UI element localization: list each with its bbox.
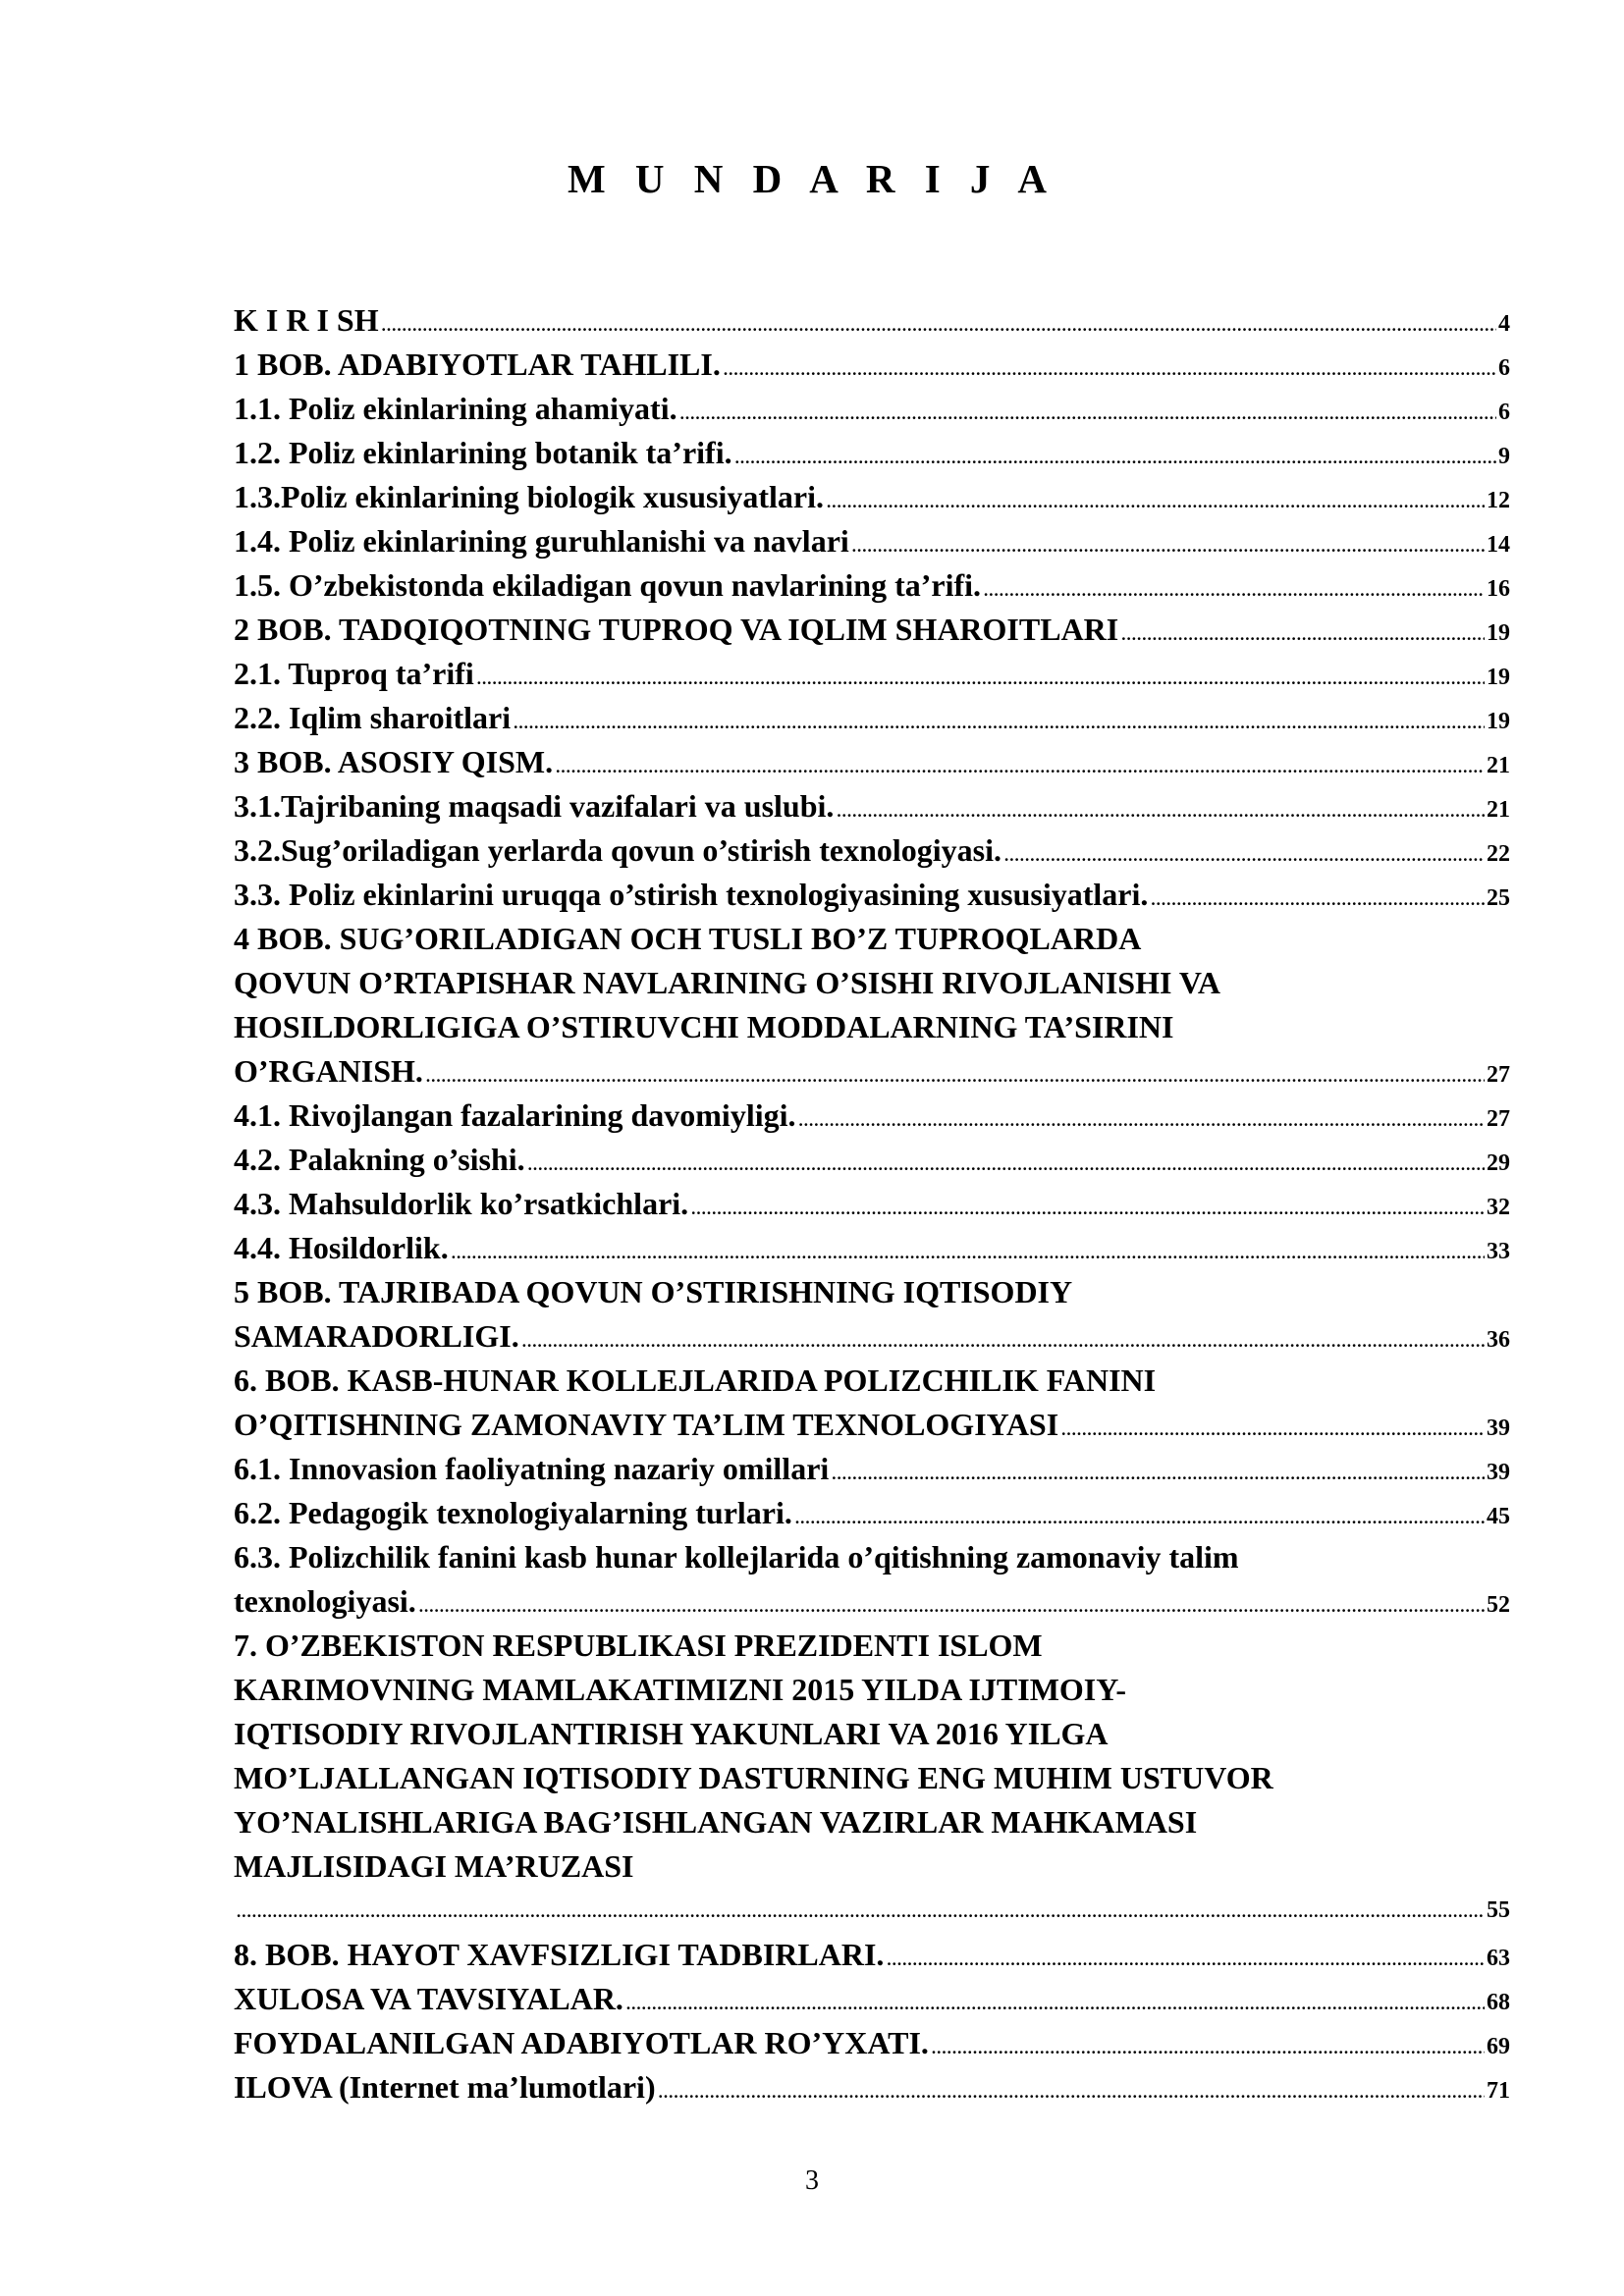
- toc-entry[interactable]: [234, 873, 1510, 917]
- toc-entry-title: ILOVA (Internet ma’lumotlari): [234, 2069, 656, 2105]
- toc-entry-row: [234, 784, 1510, 828]
- toc-entry-row: [234, 1447, 1510, 1491]
- toc-dot-leader: [691, 1187, 1485, 1231]
- toc-entry-page: 6: [1498, 400, 1510, 425]
- toc-entry[interactable]: [234, 917, 1510, 1094]
- toc-entry-page: 71: [1487, 2078, 1510, 2104]
- toc-entry-title: 4.3. Mahsuldorlik ko’rsatkichlari.: [234, 1186, 689, 1221]
- toc-entry-page: 19: [1487, 665, 1510, 690]
- toc-entry-title: 2 BOB. TADQIQOTNING TUPROQ VA IQLIM SHAROITLARI: [234, 612, 1119, 647]
- toc-entry-row: [234, 519, 1510, 563]
- toc-entry-title: 3.1.Tajribaning maqsadi vazifalari va uslubi.: [234, 788, 835, 824]
- toc-entry-page: 9: [1498, 444, 1510, 469]
- toc-entry[interactable]: [234, 2021, 1510, 2065]
- toc-entry-title: 2.2. Iqlim sharoitlari: [234, 700, 512, 735]
- toc-entry[interactable]: [234, 1270, 1510, 1359]
- table-of-contents: [234, 298, 1510, 2109]
- toc-entry-page: 19: [1487, 709, 1510, 734]
- toc-entry[interactable]: [234, 1094, 1510, 1138]
- toc-entry-title: 6.1. Innovasion faoliyatning nazariy omillari: [234, 1451, 830, 1486]
- toc-entry-page: 39: [1487, 1460, 1510, 1485]
- toc-dot-leader: [887, 1938, 1485, 1982]
- toc-dot-leader: [837, 789, 1485, 833]
- toc-entry[interactable]: [234, 298, 1510, 343]
- page-title: M U N D A R I J A: [567, 156, 1057, 201]
- toc-entry[interactable]: [234, 1977, 1510, 2021]
- toc-entry-row: [234, 387, 1510, 431]
- toc-entry-page: 27: [1487, 1062, 1510, 1088]
- toc-entry-heading-line: IQTISODIY RIVOJLANTIRISH YAKUNLARI VA 2016 YILGA: [234, 1716, 1109, 1751]
- toc-entry-row: [234, 1182, 1510, 1226]
- toc-entry-page: 4: [1498, 311, 1510, 337]
- toc-dot-leader: [419, 1584, 1485, 1629]
- toc-entry-page: 69: [1487, 2034, 1510, 2059]
- toc-entry[interactable]: [234, 1182, 1510, 1226]
- toc-entry-title: K I R I SH: [234, 302, 379, 338]
- toc-dot-leader: [1151, 878, 1485, 922]
- toc-entry-page: 12: [1487, 488, 1510, 513]
- toc-entry-title: O’RGANISH.: [234, 1053, 423, 1089]
- toc-entry[interactable]: [234, 431, 1510, 475]
- toc-entry-row: [234, 652, 1510, 696]
- toc-entry-page: 36: [1487, 1327, 1510, 1353]
- toc-dot-leader: [1004, 833, 1485, 878]
- toc-entry[interactable]: [234, 387, 1510, 431]
- toc-dot-leader: [514, 701, 1485, 745]
- toc-entry-page: 68: [1487, 1990, 1510, 2015]
- toc-entry-title: 1.2. Poliz ekinlarining botanik ta’rifi.: [234, 435, 732, 470]
- toc-entry[interactable]: [234, 1624, 1510, 1933]
- toc-entry-heading-line: 4 BOB. SUG’ORILADIGAN OCH TUSLI BO’Z TUPROQLARDA: [234, 921, 1142, 956]
- toc-entry-row: [234, 563, 1510, 608]
- toc-entry-row: [234, 696, 1510, 740]
- toc-dot-leader: [1061, 1408, 1485, 1452]
- toc-dot-leader: [984, 568, 1485, 613]
- toc-entry[interactable]: [234, 1359, 1510, 1447]
- toc-entry[interactable]: [234, 828, 1510, 873]
- toc-entry-title: 4.1. Rivojlangan fazalarining davomiyligi.: [234, 1097, 796, 1133]
- toc-dot-leader: [452, 1231, 1485, 1275]
- toc-entry-row: [234, 2021, 1510, 2065]
- toc-dot-leader: [477, 657, 1485, 701]
- toc-entry-row: [234, 431, 1510, 475]
- toc-dot-leader: [237, 1890, 1485, 1934]
- toc-dot-leader: [852, 524, 1485, 568]
- toc-entry-title: 1.4. Poliz ekinlarining guruhlanishi va navlari: [234, 523, 849, 559]
- toc-entry-row: [234, 828, 1510, 873]
- toc-entry-title: O’QITISHNING ZAMONAVIY TA’LIM TEXNOLOGIYASI: [234, 1407, 1059, 1442]
- toc-entry-row: [234, 475, 1510, 519]
- toc-entry[interactable]: [234, 1138, 1510, 1182]
- toc-entry-title: XULOSA VA TAVSIYALAR.: [234, 1981, 623, 2016]
- toc-entry-heading-line: YO’NALISHLARIGA BAG’ISHLANGAN VAZIRLAR MAHKAMASI: [234, 1804, 1198, 1840]
- toc-entry[interactable]: [234, 652, 1510, 696]
- toc-entry-row: [234, 1977, 1510, 2021]
- toc-dot-leader: [1121, 613, 1485, 657]
- toc-dot-leader: [795, 1496, 1485, 1540]
- toc-dot-leader: [832, 1452, 1485, 1496]
- toc-entry-title: 4.2. Palakning o’sishi.: [234, 1142, 525, 1177]
- toc-entry-heading-line: QOVUN O’RTAPISHAR NAVLARINING O’SISHI RIVOJLANISHI VA: [234, 965, 1220, 1000]
- toc-entry-page: 22: [1487, 841, 1510, 867]
- toc-entry[interactable]: [234, 608, 1510, 652]
- page-number: 3: [805, 2165, 819, 2196]
- toc-entry-heading-line: MAJLISIDAGI MA’RUZASI: [234, 1848, 634, 1884]
- toc-entry[interactable]: [234, 1535, 1510, 1624]
- toc-dot-leader: [426, 1054, 1485, 1098]
- toc-entry[interactable]: [234, 1491, 1510, 1535]
- toc-dot-leader: [827, 480, 1485, 524]
- toc-entry-row: [234, 1138, 1510, 1182]
- toc-dot-leader: [680, 392, 1496, 436]
- toc-entry-page: 33: [1487, 1239, 1510, 1264]
- toc-entry-title: 6.2. Pedagogik texnologiyalarning turlari.: [234, 1495, 792, 1530]
- toc-entry-title: 8. BOB. HAYOT XAVFSIZLIGI TADBIRLARI.: [234, 1937, 885, 1972]
- toc-entry-row: [234, 2065, 1510, 2109]
- toc-entry-title: 3 BOB. ASOSIY QISM.: [234, 744, 554, 779]
- toc-entry[interactable]: [234, 475, 1510, 519]
- toc-entry-row: [234, 1889, 1510, 1933]
- toc-entry-title: 1.3.Poliz ekinlarining biologik xususiyatlari.: [234, 479, 824, 514]
- toc-entry-row: [234, 608, 1510, 652]
- toc-dot-leader: [724, 347, 1496, 392]
- toc-entry-page: 45: [1487, 1504, 1510, 1529]
- toc-entry-row: [234, 343, 1510, 387]
- toc-entry-heading-line: KARIMOVNING MAMLAKATIMIZNI 2015 YILDA IJTIMOIY-: [234, 1672, 1127, 1707]
- toc-entry-title: SAMARADORLIGI.: [234, 1318, 519, 1354]
- toc-entry-title: 3.2.Sug’oriladigan yerlarda qovun o’stirish texnologiyasi.: [234, 832, 1001, 868]
- toc-entry[interactable]: [234, 519, 1510, 563]
- toc-entry-page: 6: [1498, 355, 1510, 381]
- toc-entry-page: 14: [1487, 532, 1510, 558]
- toc-entry-row: [234, 1579, 1510, 1624]
- toc-entry-row: [234, 1226, 1510, 1270]
- toc-entry[interactable]: [234, 343, 1510, 387]
- toc-entry-heading-line: 6. BOB. KASB-HUNAR KOLLEJLARIDA POLIZCHILIK FANINI: [234, 1362, 1157, 1398]
- toc-entry-page: 16: [1487, 576, 1510, 602]
- toc-dot-leader: [528, 1143, 1485, 1187]
- toc-entry-row: [234, 1094, 1510, 1138]
- toc-entry[interactable]: [234, 1933, 1510, 1977]
- toc-entry-heading-line: 6.3. Polizchilik fanini kasb hunar kollejlarida o’qitishning zamonaviy talim: [234, 1539, 1239, 1575]
- toc-entry-row: [234, 1491, 1510, 1535]
- toc-entry-row: [234, 1403, 1510, 1447]
- toc-entry-heading-line: HOSILDORLIGIGA O’STIRUVCHI MODDALARNING TA’SIRINI: [234, 1009, 1174, 1044]
- toc-entry-title: texnologiyasi.: [234, 1583, 416, 1619]
- toc-entry-page: 63: [1487, 1946, 1510, 1971]
- toc-entry-page: 25: [1487, 885, 1510, 911]
- toc-dot-leader: [626, 1982, 1485, 2026]
- toc-dot-leader: [522, 1319, 1485, 1363]
- toc-entry-page: 52: [1487, 1592, 1510, 1618]
- toc-entry-row: [234, 873, 1510, 917]
- toc-entry-page: 29: [1487, 1150, 1510, 1176]
- toc-entry-title: 1.5. O’zbekistonda ekiladigan qovun navlarining ta’rifi.: [234, 567, 982, 603]
- toc-entry-page: 19: [1487, 620, 1510, 646]
- toc-entry-title: 3.3. Poliz ekinlarini uruqqa o’stirish texnologiyasining xususiyatlari.: [234, 877, 1149, 912]
- toc-entry-page: 32: [1487, 1195, 1510, 1220]
- toc-entry-page: 21: [1487, 753, 1510, 778]
- toc-entry-page: 27: [1487, 1106, 1510, 1132]
- toc-entry-row: [234, 298, 1510, 343]
- toc-entry-page: 21: [1487, 797, 1510, 823]
- toc-entry[interactable]: [234, 1447, 1510, 1491]
- toc-dot-leader: [382, 303, 1496, 347]
- toc-entry[interactable]: [234, 784, 1510, 828]
- toc-entry-row: [234, 1314, 1510, 1359]
- toc-entry-row: [234, 1933, 1510, 1977]
- toc-dot-leader: [798, 1098, 1485, 1143]
- toc-entry-heading-line: MO’LJALLANGAN IQTISODIY DASTURNING ENG MUHIM USTUVOR: [234, 1760, 1273, 1795]
- toc-dot-leader: [556, 745, 1485, 789]
- toc-entry-title: 2.1. Tuproq ta’rifi: [234, 656, 474, 691]
- toc-entry-row: [234, 1049, 1510, 1094]
- toc-entry[interactable]: [234, 2065, 1510, 2109]
- toc-entry-row: [234, 740, 1510, 784]
- toc-entry-page: 39: [1487, 1415, 1510, 1441]
- toc-entry-title: 1 BOB. ADABIYOTLAR TAHLILI.: [234, 347, 721, 382]
- toc-entry[interactable]: [234, 1226, 1510, 1270]
- toc-entry-heading-line: 7. O’ZBEKISTON RESPUBLIKASI PREZIDENTI ISLOM: [234, 1628, 1043, 1663]
- toc-entry[interactable]: [234, 696, 1510, 740]
- toc-entry-title: 4.4. Hosildorlik.: [234, 1230, 449, 1265]
- toc-dot-leader: [932, 2026, 1485, 2070]
- toc-entry-page: 55: [1487, 1897, 1510, 1923]
- toc-entry[interactable]: [234, 563, 1510, 608]
- toc-dot-leader: [659, 2070, 1485, 2114]
- toc-entry-heading-line: 5 BOB. TAJRIBADA QOVUN O’STIRISHNING IQTISODIY: [234, 1274, 1073, 1309]
- toc-entry-title: FOYDALANILGAN ADABIYOTLAR RO’YXATI.: [234, 2025, 929, 2060]
- toc-dot-leader: [735, 436, 1496, 480]
- toc-entry-title: 1.1. Poliz ekinlarining ahamiyati.: [234, 391, 677, 426]
- toc-entry[interactable]: [234, 740, 1510, 784]
